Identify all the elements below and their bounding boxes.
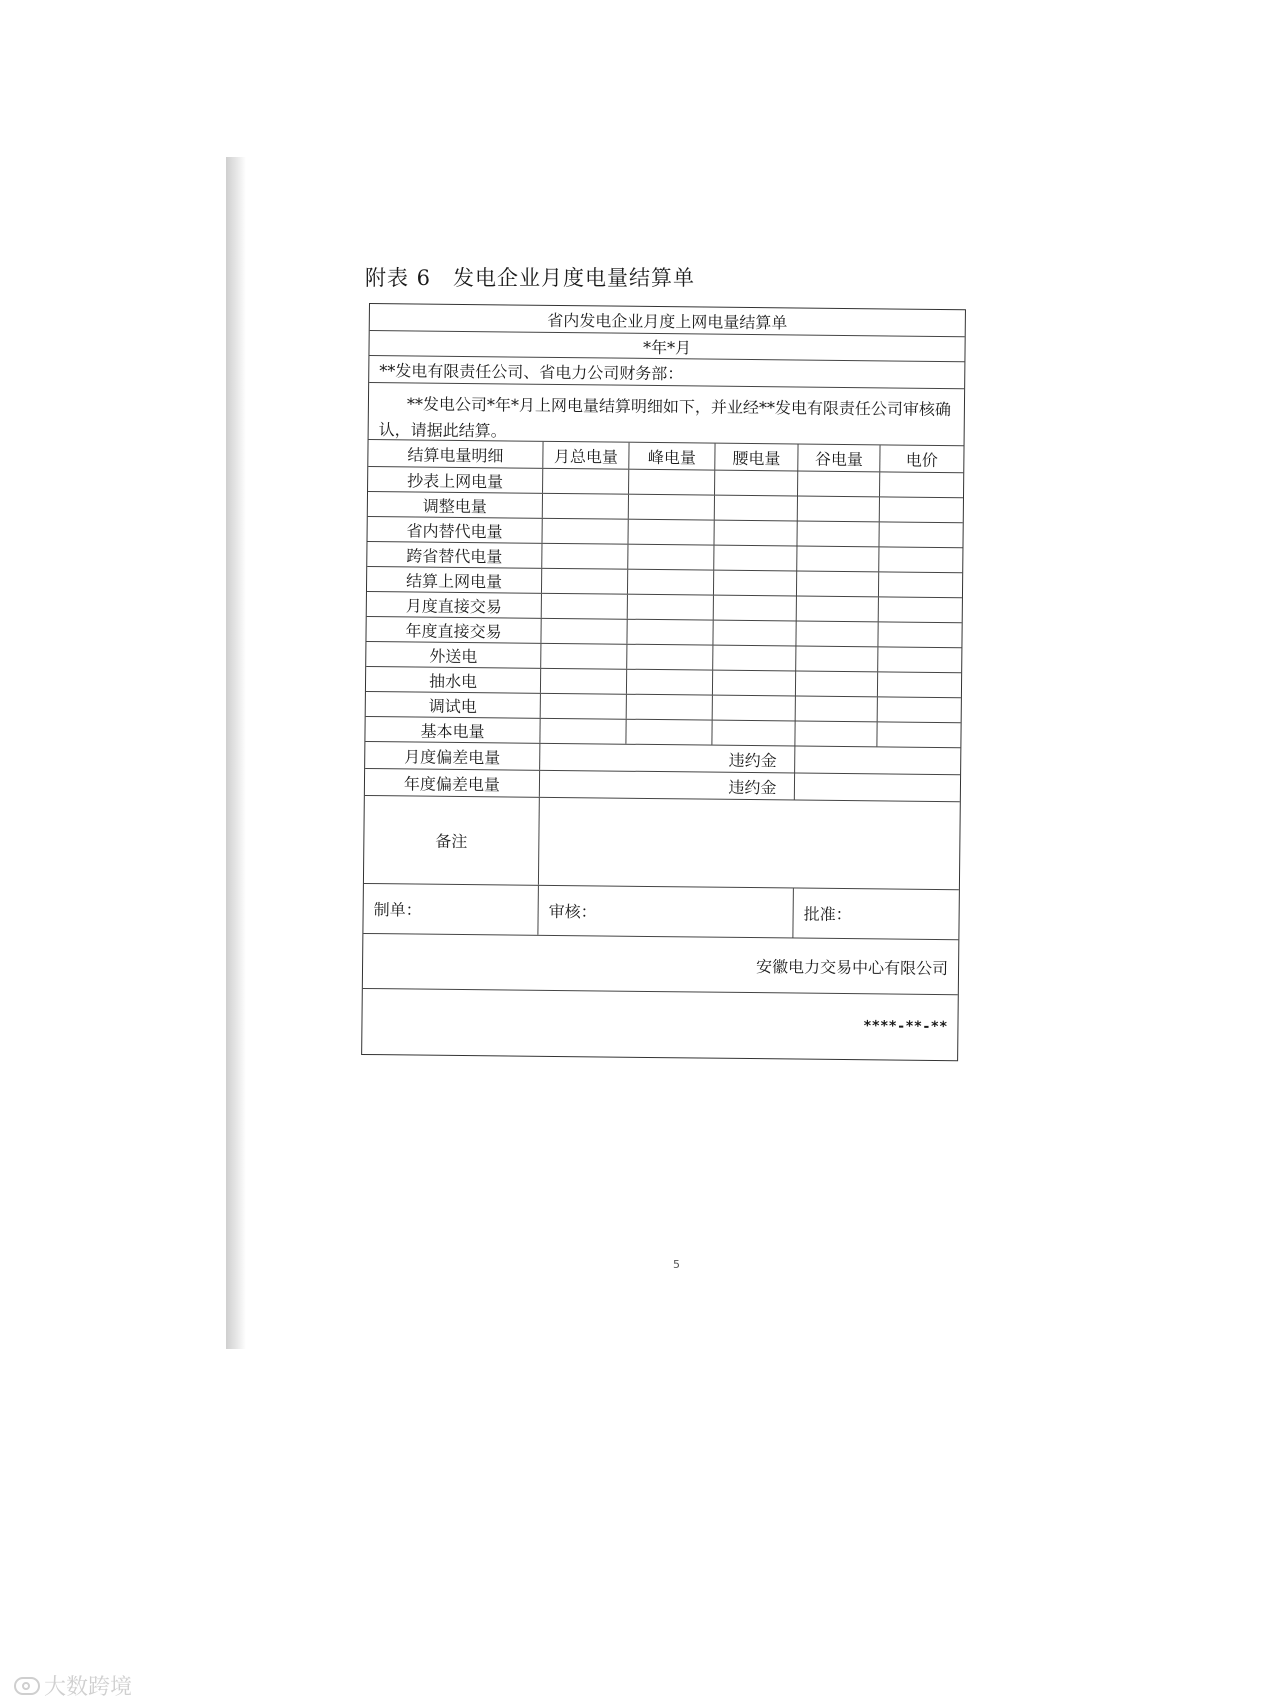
column-header: 峰电量 bbox=[628, 443, 714, 470]
empty-cell bbox=[540, 694, 626, 719]
penalty-label: 违约金 bbox=[728, 777, 777, 797]
row-label: 省内替代电量 bbox=[406, 520, 503, 541]
form-header: 省内发电企业月度上网电量结算单 bbox=[547, 310, 788, 332]
column-header: 结算电量明细 bbox=[407, 444, 504, 465]
empty-cell bbox=[627, 545, 713, 570]
empty-cell bbox=[541, 544, 627, 569]
remarks-field bbox=[538, 798, 960, 889]
empty-cell bbox=[877, 622, 961, 647]
row-label: 调试电 bbox=[428, 696, 477, 716]
row-label: 结算上网电量 bbox=[405, 570, 503, 591]
empty-cell bbox=[542, 469, 628, 494]
empty-cell bbox=[713, 596, 796, 621]
empty-cell bbox=[877, 672, 961, 697]
empty-cell bbox=[627, 570, 713, 595]
approved-by-label: 批准： bbox=[792, 888, 959, 939]
column-header: 腰电量 bbox=[714, 444, 797, 471]
page-number: 5 bbox=[673, 1258, 680, 1271]
reviewed-by-label: 审核： bbox=[537, 886, 792, 938]
date: ****-**-** bbox=[863, 1018, 948, 1036]
empty-cell bbox=[713, 521, 796, 546]
empty-cell bbox=[795, 696, 877, 721]
addressee: **发电有限责任公司、省电力公司财务部： bbox=[379, 360, 684, 383]
row-label: 抄表上网电量 bbox=[407, 470, 504, 491]
scan-edge-shadow bbox=[226, 157, 246, 1349]
row-label: 抽水电 bbox=[428, 671, 478, 691]
empty-cell bbox=[794, 773, 960, 801]
empty-cell bbox=[797, 496, 879, 521]
column-header: 月总电量 bbox=[542, 442, 628, 469]
empty-cell bbox=[878, 572, 962, 597]
empty-cell bbox=[713, 546, 796, 571]
empty-cell bbox=[712, 696, 795, 721]
settlement-form-table bbox=[361, 303, 966, 1061]
row-label: 调整电量 bbox=[422, 496, 487, 516]
remarks-label: 备注 bbox=[435, 831, 468, 852]
watermark bbox=[14, 1670, 132, 1701]
issuer: 安徽电力交易中心有限公司 bbox=[755, 956, 949, 978]
empty-cell bbox=[627, 520, 713, 545]
page-title: 附表 6 发电企业月度电量结算单 bbox=[365, 266, 696, 290]
empty-cell bbox=[794, 746, 960, 774]
empty-cell bbox=[795, 646, 877, 671]
empty-cell bbox=[540, 619, 626, 644]
empty-cell bbox=[794, 721, 876, 746]
empty-cell bbox=[796, 521, 878, 546]
empty-cell bbox=[541, 519, 627, 544]
empty-cell bbox=[539, 744, 711, 772]
empty-cell bbox=[796, 546, 878, 571]
column-header: 谷电量 bbox=[797, 444, 879, 471]
empty-cell bbox=[878, 522, 962, 547]
row-label: 外送电 bbox=[429, 646, 478, 666]
empty-cell bbox=[795, 621, 877, 646]
empty-cell bbox=[539, 771, 711, 799]
empty-cell bbox=[628, 470, 714, 495]
watermark-logo-icon bbox=[14, 1677, 40, 1695]
notice-text: **发电公司*年*月上网电量结算明细如下，并业经**发电有限责任公司审核确认，请据此结算。 bbox=[378, 394, 952, 441]
row-label: 月度偏差电量 bbox=[404, 746, 501, 767]
column-header: 电价 bbox=[879, 445, 963, 472]
empty-cell bbox=[711, 721, 794, 746]
empty-cell bbox=[539, 719, 625, 744]
empty-cell bbox=[876, 722, 960, 747]
watermark-text: 大数跨境 bbox=[44, 1675, 133, 1700]
empty-cell bbox=[714, 496, 797, 521]
empty-cell bbox=[712, 671, 795, 696]
empty-cell bbox=[540, 669, 626, 694]
empty-cell bbox=[878, 597, 962, 622]
notice-row bbox=[369, 383, 965, 446]
empty-cell bbox=[795, 671, 877, 696]
empty-cell bbox=[626, 645, 712, 670]
row-label: 月度直接交易 bbox=[405, 595, 502, 616]
empty-cell bbox=[879, 472, 963, 497]
empty-cell bbox=[541, 594, 627, 619]
remarks-row bbox=[364, 796, 960, 890]
row-label: 基本电量 bbox=[420, 721, 485, 741]
empty-cell bbox=[796, 571, 878, 596]
signature-row bbox=[363, 884, 958, 940]
empty-cell bbox=[712, 621, 795, 646]
empty-cell bbox=[797, 471, 879, 496]
penalty-label: 违约金 bbox=[728, 750, 777, 770]
empty-cell bbox=[626, 670, 712, 695]
empty-cell bbox=[541, 569, 627, 594]
empty-cell bbox=[713, 571, 796, 596]
empty-cell bbox=[628, 495, 714, 520]
empty-cell bbox=[626, 695, 712, 720]
empty-cell bbox=[625, 720, 711, 745]
row-label: 年度直接交易 bbox=[405, 620, 502, 641]
row-label: 跨省替代电量 bbox=[406, 545, 503, 566]
row-label: 年度偏差电量 bbox=[403, 773, 501, 794]
empty-cell bbox=[627, 595, 713, 620]
period: *年*月 bbox=[642, 337, 692, 357]
empty-cell bbox=[712, 646, 795, 671]
issuer-row bbox=[363, 934, 959, 995]
empty-cell bbox=[877, 697, 961, 722]
empty-cell bbox=[877, 647, 961, 672]
empty-cell bbox=[879, 497, 963, 522]
empty-cell bbox=[796, 596, 878, 621]
empty-cell bbox=[540, 644, 626, 669]
date-row bbox=[362, 989, 958, 1059]
empty-cell bbox=[714, 471, 797, 496]
empty-cell bbox=[626, 620, 712, 645]
empty-cell bbox=[542, 494, 628, 519]
empty-cell bbox=[878, 547, 962, 572]
prepared-by-label: 制单： bbox=[373, 900, 422, 920]
